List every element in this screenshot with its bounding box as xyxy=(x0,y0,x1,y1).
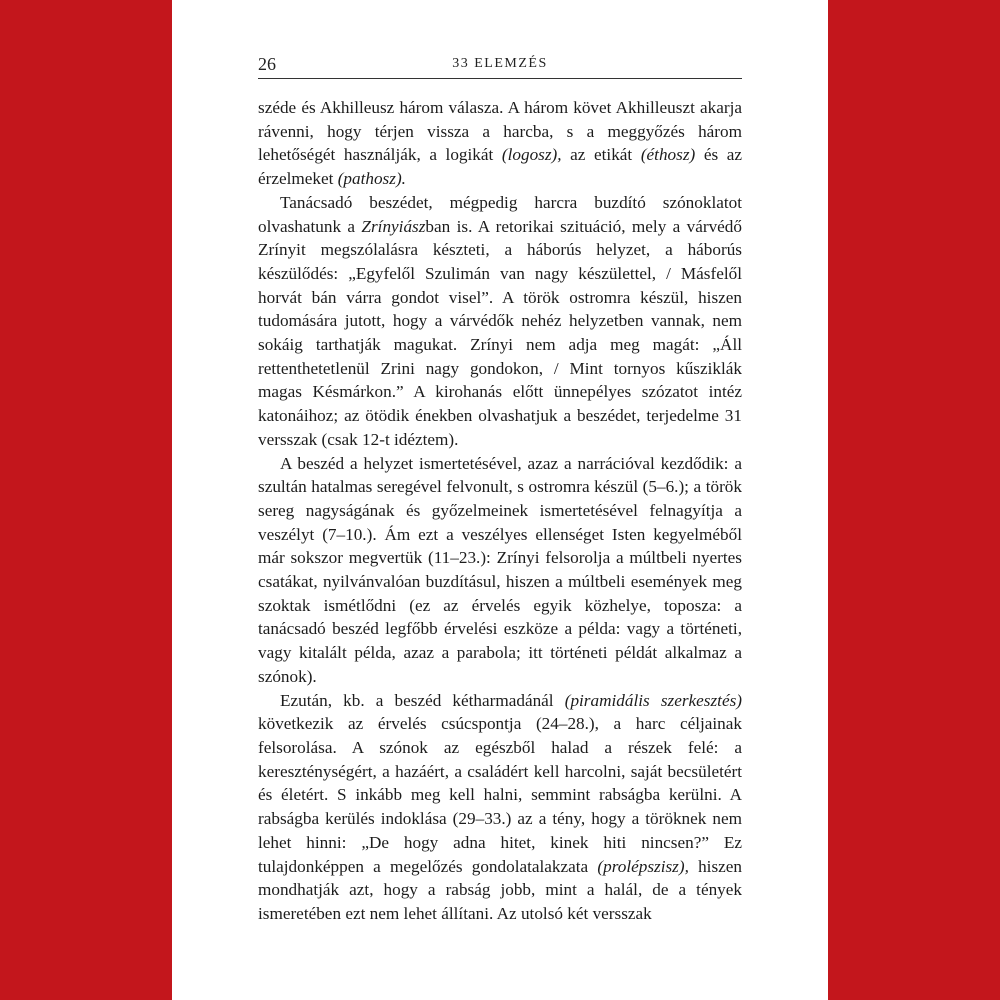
book-page xyxy=(172,0,828,1000)
text-run: következik az érvelés csúcspontja (24–28.), a harc céljainak felsorolása. A szónok az egészből halad a részek felé: a kereszténységért, a hazáért, a családért kell harcolni, saját becsületért és életért. S inkább meg kell halni, semmint rabságba kerülni. A rabságba kerülés indoklása (29–33.) az a tény, hogy a töröknek nem lehet hinni: „De hogy adna hitet, kinek hiti nincsen?” Ez tulajdonképpen a megelőzés gondolatalakzata xyxy=(258,714,742,876)
running-title: 33 ELEMZÉS xyxy=(452,56,548,71)
italic-text: (éthosz) xyxy=(640,145,696,165)
text-run: A beszéd a helyzet ismertetésével, azaz a narrációval kezdődik: a szultán hatalmas seregével felvonult, s ostromra készül (5–6.); a török sereg nagyságának és győzelmeinek ismertetésével felnagyítja a veszélyt (7–10.). Ám ezt a veszélyes ellenséget Isten kegyelméből már sokszor megvertük (11–23.): Zrínyi felsorolja a múltbeli nyertes csatákat, nyilvánvalóan buzdításul, hiszen a múltbeli események meg szoktak ismétlődni (ez az érvelés egyik közhelye, toposza: a tanácsadó beszéd legfőbb érvelési eszköze a példa: vagy a történeti, vagy kitalált példa, azaz a parabola; itt történeti példát alkalmaz a szónok). xyxy=(258,453,742,686)
page-header xyxy=(258,54,742,79)
paragraph xyxy=(258,452,742,689)
text-run: és az érzelmeket xyxy=(258,145,743,189)
italic-text: Zrínyiász xyxy=(361,216,426,236)
page-body xyxy=(258,96,742,926)
italic-text: (piramidális szerkesztés) xyxy=(564,690,742,710)
paragraph xyxy=(258,689,742,926)
text-run: az etikát xyxy=(561,145,641,165)
text-run: hiszen mondhatják azt, hogy a rabság jobb, mint a halál, de a tények ismeretében ezt nem lehet állítani. Az utolsó két versszak xyxy=(258,856,742,923)
text-run: ban is. A retorikai szituáció, mely a várvédő Zrínyit megszólalásra készteti, a háborús helyzet, a háborús készülődés: „Egyfelől Szulimán van nagy készülettel, / Másfelől horvát bán várra gondot visel”. A török ostromra készül, hiszen tudomására jutott, hogy a várvédők nehéz helyzetben vannak, nem sokáig tarthatják magukat. Zrínyi nem adja meg magát: „Áll rettenthetetlenül Zrini nagy gondokon, / Mint tornyos kűsziklák magas Késmárkon.” A kirohanás előtt ünnepélyes szózatot intéz katonáihoz; az ötödik énekben olvashatjuk a beszédet, terjedelme 31 versszak (csak 12-t idéztem). xyxy=(258,216,742,449)
italic-text: (prolépszisz), xyxy=(597,856,689,876)
page-number: 26 xyxy=(258,54,276,74)
text-run: széde és Akhilleusz három válasza. A három követ Akhilleuszt akarja rávenni, hogy térjen vissza a harcba, s a meggyőzés három lehetőségét használják, a logikát xyxy=(258,98,742,165)
text-run: Ezután, kb. a beszéd kétharmadánál xyxy=(280,690,565,710)
paragraph xyxy=(258,96,742,191)
italic-text: (logosz), xyxy=(501,145,562,165)
paragraph xyxy=(258,191,742,452)
italic-text: (pathosz). xyxy=(337,169,406,189)
text-run: Tanácsadó beszédet, mégpedig harcra buzdító szónoklatot olvashatunk a xyxy=(258,192,742,236)
